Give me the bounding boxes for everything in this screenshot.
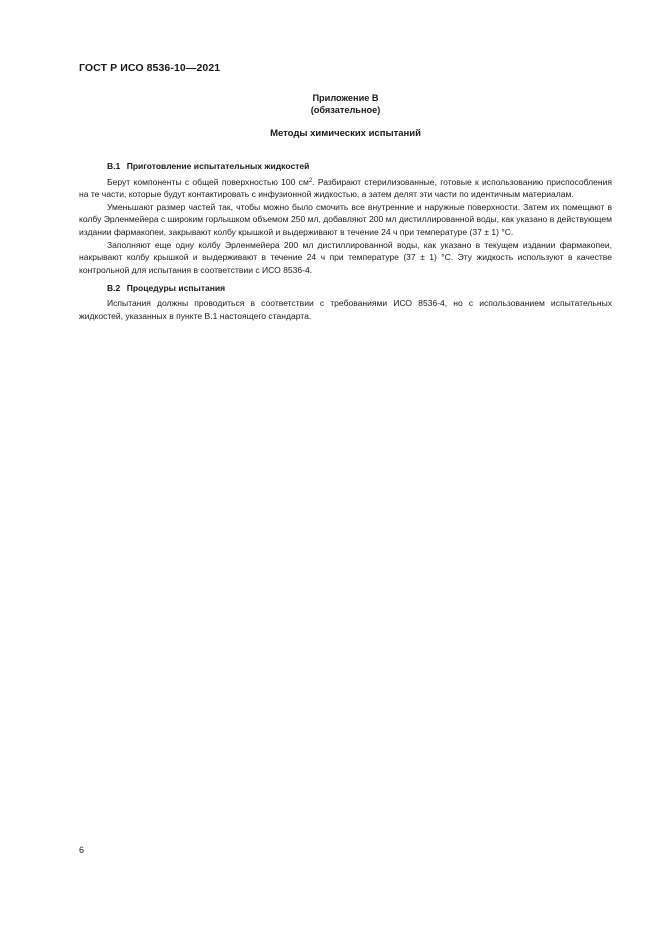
annex-status: (обязательное): [310, 105, 381, 115]
annex-block: [79, 92, 612, 116]
paragraph: [79, 175, 612, 201]
section-number: В.2: [107, 283, 121, 294]
annex-title: Приложение В: [312, 93, 379, 103]
annex-heading: Методы химических испытаний: [270, 128, 421, 139]
document-body: [79, 160, 612, 322]
paragraph: Заполняют еще одну колбу Эрленмейера 200 мл дистиллированной воды, как указано в текущем издании фармакопеи, накрывают колбу крышкой и выдерживают в течение 24 ч при температуре (37 ± 1) °С. Эту жидкость используют в качестве контрольной для испытания в соответствии с ИСО 8536-4.: [79, 239, 612, 275]
paragraph: Уменьшают размер частей так, чтобы можно было смочить все внутренние и наружные поверхности. Затем их помещают в колбу Эрленмейера с широким горлышком объемом 250 мл, добавляют 200 мл дистиллированной воды, как указано в действующем издании фармакопеи, закрывают колбу крышкой и выдерживают в течение 24 ч при температуре (37 ± 1) °С.: [79, 201, 612, 237]
section-title-text: Процедуры испытания: [126, 283, 226, 294]
superscript: 2: [308, 177, 313, 184]
paragraph-text: Берут компоненты с общей поверхностью 100 см: [107, 176, 309, 187]
paragraph-text: . Разбирают стерилизованные, готовые к использованию приспособления на те части, которые будут контактировать с инфузионной жидкостью, а затем делят эти части по идентичным материалам.: [79, 176, 612, 200]
section-title-b2: [107, 282, 612, 295]
document-standard-header: ГОСТ Р ИСО 8536-10—2021: [79, 62, 221, 74]
section-title-text: Приготовление испытательных жидкостей: [126, 161, 310, 171]
section-number: В.1: [107, 161, 121, 171]
section-title-b1: [107, 160, 612, 173]
paragraph: Испытания должны проводиться в соответствии с требованиями ИСО 8536-4, но с использованием испытательных жидкостей, указанных в пункте В.1 настоящего стандарта.: [79, 297, 612, 321]
page-number: 6: [79, 845, 85, 855]
